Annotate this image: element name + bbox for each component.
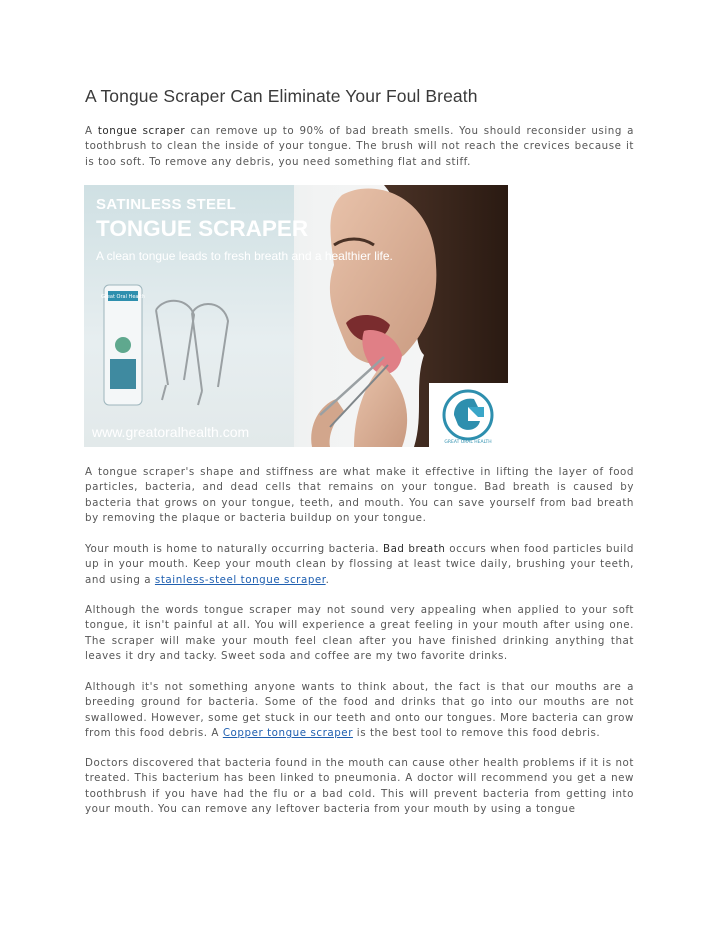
paragraph-doctors: Doctors discovered that bacteria found in the mouth can cause other health problems if it is not treated. This bacterium has been linked to pneumonia. A doctor will recommend you get a new toothbrush if you have had the flu or a bad cold. This will prevent bacteria from getting into your mouth. You can remove any leftover bacteria from your mouth by using a tongue: [85, 757, 634, 815]
great-oral-health-logo: [429, 383, 508, 447]
link-stainless-steel-tongue-scraper[interactable]: stainless-steel tongue scraper: [154, 573, 326, 586]
logo-text: GREAT ORAL HEALTH: [444, 440, 492, 445]
intro-text-rest: can remove up to 90% of bad breath smells. You should reconsider using a toothbrush to clean the inside of your tongue. The brush will not reach the crevices because it is too soft. To remove any debris, you need something flat and stiff.: [85, 125, 634, 168]
banner-heading-line1: SATINLESS STEEL: [96, 196, 237, 213]
paragraph-mouth-bacteria: [85, 542, 634, 588]
paragraph-breeding-ground: [85, 680, 634, 741]
link-copper-tongue-scraper[interactable]: Copper tongue scraper: [222, 726, 353, 739]
p3-text-end: .: [325, 573, 330, 586]
keyword-tongue-scraper: tongue scraper: [97, 125, 186, 137]
package-label: Great Oral Health: [101, 294, 145, 300]
article-title: A Tongue Scraper Can Eliminate Your Foul Breath: [85, 86, 478, 106]
p3-text-start: Your mouth is home to naturally occurring bacteria.: [85, 543, 383, 555]
hero-banner-image: [84, 185, 508, 447]
product-package: [101, 285, 145, 405]
intro-text-start: A: [85, 125, 98, 137]
p5-text-end: is the best tool to remove this food debris.: [352, 726, 601, 739]
banner-illustration: [84, 185, 508, 447]
banner-subtext: [96, 249, 393, 263]
paragraph-not-painful: Although the words tongue scraper may not sound very appealing when applied to your soft tongue, it isn't painful at all. You will experience a great feeling in your mouth after using one. The scraper will make your mouth feel clean after you have finished drinking anything that leaves it dry and tacky. Sweet soda and coffee are my two favorite drinks.: [85, 604, 634, 662]
keyword-bad-breath: Bad breath: [382, 543, 446, 555]
p5-text-start: Although it's not something anyone wants to think about, the fact is that our mouths are a breeding ground for bacteria. Some of the food and drinks that go into our mouths are not swallowed. However, some get stuck in our teeth and onto our tongues. More bacteria can grow from this food debris. A: [85, 681, 634, 739]
intro-paragraph: [85, 124, 634, 170]
banner-website-url: www.greatoralhealth.com: [92, 424, 250, 440]
scraper-products: [156, 301, 228, 405]
p3-text-middle: occurs when food particles build up in your mouth. Keep your mouth clean by flossing at least twice daily, brushing your teeth, and using a: [85, 543, 634, 586]
paragraph-shape-stiffness: A tongue scraper's shape and stiffness are what make it effective in lifting the layer of food particles, bacteria, and dead cells that remains on your tongue. Bad breath is caused by bacteria that grows on your tongue, teeth, and mouth. You can save yourself from bad breath by removing the plaque or bacteria buildup on your tongue.: [85, 466, 634, 524]
banner-subtext-text: A clean tongue leads to fresh breath and a healthier life.: [96, 249, 393, 263]
banner-heading-line2: TONGUE SCRAPER: [96, 216, 309, 241]
